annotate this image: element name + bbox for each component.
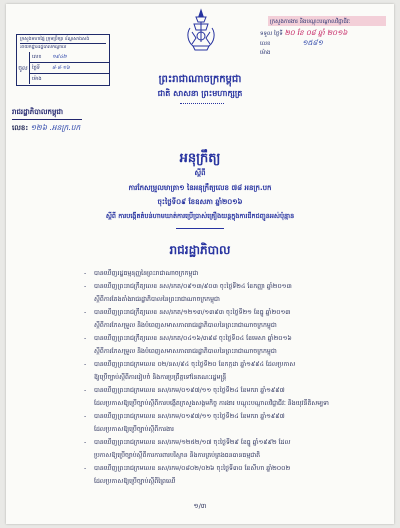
subject-divider xyxy=(176,228,224,229)
preamble-item-line1: បានឃើញព្រះរាជក្រមលេខ នស/រកម/០១៩៧/១១ ចុះថ្ងៃទី២៤ ខែមករា ឆ្នាំ១៩៩៧ xyxy=(94,413,285,420)
stamp-left-header-line1: ក្រសួងមហាផ្ទៃ ក្រុមប្រឹក្សា ខ័ណ្ឌសាងសង់ xyxy=(20,37,90,42)
preamble-item xyxy=(82,358,378,384)
reference-number xyxy=(12,123,80,134)
royal-emblem-icon xyxy=(184,8,218,52)
preamble-item-line2: ស្ដីពីការកែសម្រួល និងបំពេញសមាសភាពរាជរដ្ឋាភិបាលនៃព្រះរាជាណាចក្រកម្ពុជា xyxy=(94,322,277,329)
stamp-left-row1-label: លេខ xyxy=(32,53,42,60)
page-number: ១/៣ xyxy=(193,502,207,510)
kingdom-title: ព្រះរាជាណាចក្រកម្ពុជា xyxy=(158,74,242,85)
motto-divider xyxy=(180,103,224,104)
stamp-right-number-value: ១៥៨១ xyxy=(302,39,323,47)
subject-line-2: ចុះថ្ងៃទី០៩ ខែឧសភា ឆ្នាំ២០១៦ xyxy=(157,198,243,206)
preamble-item xyxy=(82,280,378,306)
document-about: ស្ដីពី xyxy=(194,169,206,177)
document-page xyxy=(6,4,394,524)
preamble-item-line2: ឱ្យប្រើច្បាប់ស្ដីពីការរៀបចំ និងការប្រព្រឹត្តទៅនៃគណៈរដ្ឋមន្ត្រី xyxy=(94,374,227,381)
preamble-item xyxy=(82,267,378,280)
preamble-item-line2: ដែលប្រកាសឱ្យប្រើច្បាប់ស្ដីពីការងារ xyxy=(94,426,174,433)
preamble-item xyxy=(82,332,378,358)
stamp-right-date-value: ២០ ខែ ០៨ ឆ្នាំ ២០១៦ xyxy=(284,29,348,37)
stamp-left-row3-label: ម៉ោង xyxy=(32,75,42,82)
preamble-item-line2: ដែលប្រកាសឱ្យប្រើច្បាប់ស្ដីពីការបង្កើតក្រសួងសង្គមកិច្ច ការងារ បណ្ដុះបណ្ដាលវិជ្ជាជីវៈ និងយុវនីតិសម្បទា xyxy=(94,400,329,407)
stamp-left-row-number xyxy=(30,52,109,63)
stamp-left-row2-label: ថ្ងៃទី xyxy=(32,64,40,71)
reference-label: លេខ: xyxy=(12,124,29,132)
preamble-item-line1: បានឃើញព្រះរាជក្រឹត្យលេខ នស/រកត/០៩១៣/៩០៣ ចុះថ្ងៃទី២៤ ខែកញ្ញា ឆ្នាំ២០១៣ xyxy=(94,283,292,290)
reference-value: ១២៦ .អនក្រ.បក xyxy=(30,123,81,132)
preamble-item-line2: ប្រកាសឱ្យប្រើច្បាប់ស្ដីពីការការពារបរិស្ថាន និងការគ្រប់គ្រងធនធានធម្មជាតិ xyxy=(94,452,261,459)
preamble-item xyxy=(82,384,378,410)
preamble-item-line1: បានឃើញព្រះរាជក្រឹត្យលេខ នស/រកត/០៤១៦/៣៩៨ ចុះថ្ងៃទី០៤ ខែមេសា ឆ្នាំ២០១៦ xyxy=(94,335,292,342)
issuing-body-rule xyxy=(12,119,82,120)
preamble-item xyxy=(82,436,378,462)
stamp-right-time-label: ម៉ោង xyxy=(260,50,271,56)
preamble-item xyxy=(82,462,378,488)
national-motto: ជាតិ សាសនា ព្រះមហាក្សត្រ xyxy=(157,89,243,98)
preamble-item-line1: បានឃើញព្រះរាជក្រមលេខ នស/រកម/០១៩៧/១១ ចុះថ្ងៃទី២៤ ខែមករា ឆ្នាំ១៩៩៧ xyxy=(94,387,285,394)
preamble-item-line1: បានឃើញព្រះរាជក្រឹត្យលេខ នស/រកត/១២១៣/១៣៩៣ ចុះថ្ងៃទី២១ ខែធ្នូ ឆ្នាំ២០១៣ xyxy=(94,309,291,316)
preamble-item-line1: បានឃើញរដ្ឋធម្មនុញ្ញនៃព្រះរាជាណាចក្រកម្ពុជា xyxy=(94,270,199,277)
preamble-item-line1: បានឃើញព្រះរាជក្រមលេខ នស/រកម/០៨០២/០២៦ ចុះថ្ងៃទី៣០ ខែសីហា ឆ្នាំ២០០២ xyxy=(94,465,291,472)
stamp-right-number-label: លេខ xyxy=(260,41,271,47)
receipt-stamp-right xyxy=(254,18,390,72)
stamp-right-date-label: ទទួល ថ្ងៃទី xyxy=(260,31,283,37)
subject-line-3: ស្ដីពី ការបង្កើតតំបន់ហាមឃាត់ការប្រើប្រាស់គ្រឿងយន្តក្នុងការដឹកជញ្ជូនអស់ប៉ុន្មាន xyxy=(105,212,295,220)
document-type: អនុក្រឹត្យ xyxy=(179,151,221,166)
preamble-item-line2: ដែលប្រកាសឱ្យប្រើច្បាប់ស្ដីពីព្រៃឈើ xyxy=(94,478,176,485)
stamp-left-row1-value: ១៩៤២ xyxy=(52,53,67,60)
subject-line-1: ការកែសម្រួលមាត្រា១ នៃអនុក្រឹត្យលេខ ៧៨ អនក្រ.បក xyxy=(128,184,272,192)
preamble-item xyxy=(82,306,378,332)
preamble-item xyxy=(82,410,378,436)
stamp-left-row2-value: ៨-៨-១៦ xyxy=(52,64,70,71)
issuing-body: រាជរដ្ឋាភិបាលកម្ពុជា xyxy=(12,108,64,116)
preamble-item-line2: ស្ដីពីការកែសម្រួល និងបំពេញសមាសភាពរាជរដ្ឋាភិបាលនៃព្រះរាជាណាចក្រកម្ពុជា xyxy=(94,348,277,355)
preamble-item-line1: បានឃើញព្រះរាជក្រមលេខ នស/រកម/១២៥២/១៧ ចុះថ្ងៃទី២៩ ខែធ្នូ ឆ្នាំ១៩៩២ ដែល xyxy=(94,439,291,446)
preamble-item-line1: បានឃើញព្រះរាជក្រមលេខ ០២/នស/៩៤ ចុះថ្ងៃទី២០ ខែកក្កដា ឆ្នាំ១៩៩៤ ដែលប្រកាស xyxy=(94,361,296,368)
preamble-list xyxy=(82,267,378,488)
section-heading: រាជរដ្ឋាភិបាល xyxy=(169,243,231,257)
stamp-left-header-line2: នាយកដ្ឋានរដ្ឋបាលកណ្ដាល xyxy=(20,43,106,51)
stamp-left-side-label: ចូល xyxy=(17,52,30,84)
preamble-item-line2: ស្ដីពីការតែងតាំងរាជរដ្ឋាភិបាលនៃព្រះរាជាណាចក្រកម្ពុជា xyxy=(94,296,220,303)
stamp-right-line1: ក្រសួងការងារ និងបណ្ដុះបណ្ដាលវិជ្ជាជីវៈ xyxy=(270,19,351,25)
